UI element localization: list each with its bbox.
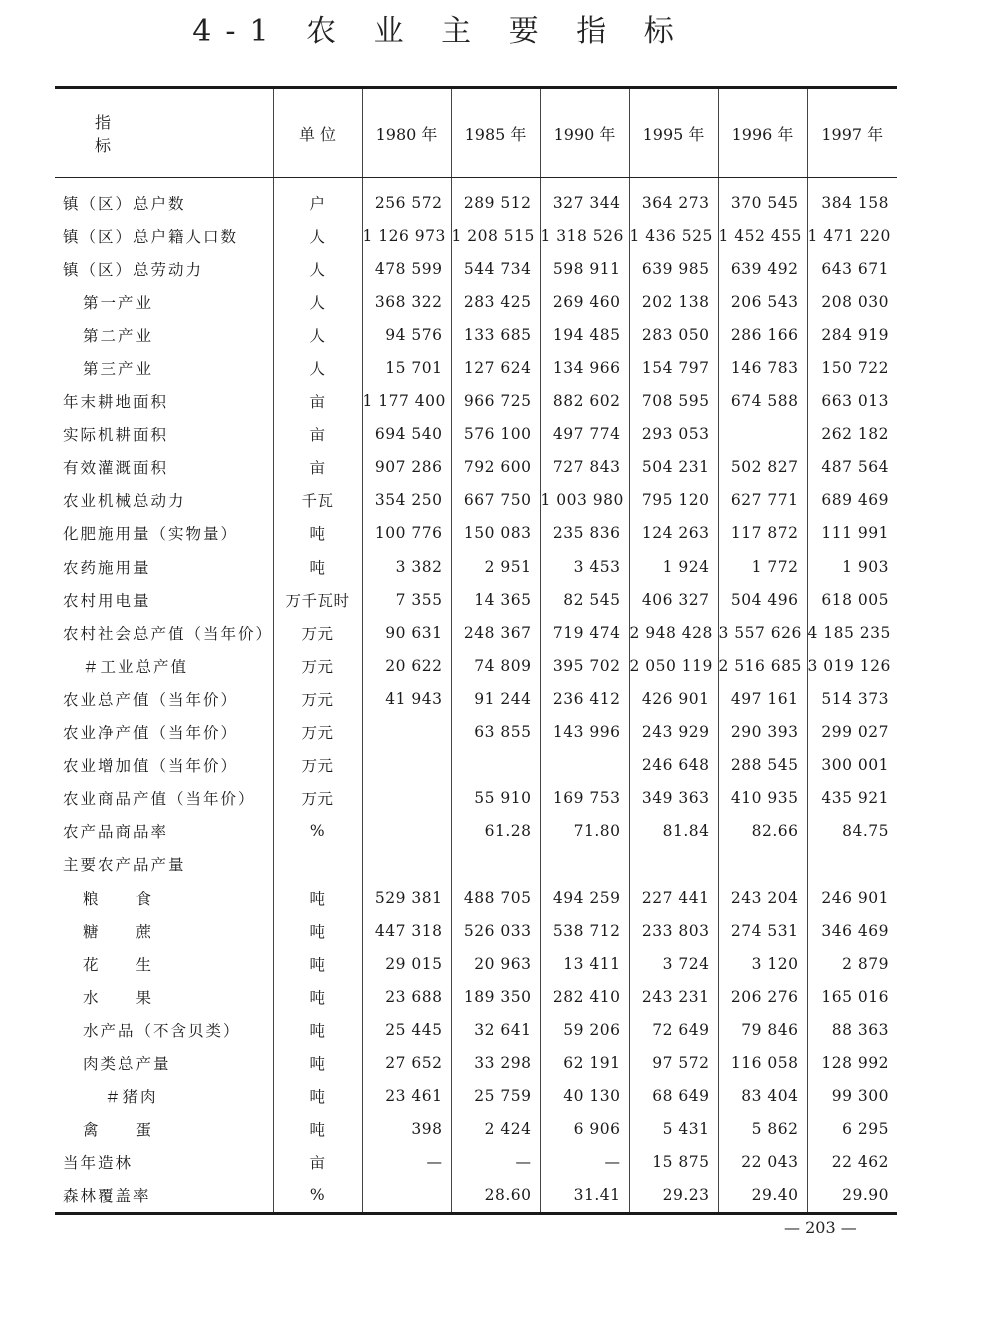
value-cell: 497 161	[718, 682, 807, 715]
value-cell: 90 631	[362, 616, 451, 649]
row-unit: 吨	[273, 517, 362, 550]
value-cell: 1 003 980	[540, 484, 629, 517]
value-cell: 33 298	[451, 1046, 540, 1079]
table-row	[55, 1113, 897, 1146]
value-cell: 426 901	[629, 682, 718, 715]
row-label: 农业总产值（当年价）	[63, 690, 239, 709]
table-title: 4-1 农 业 主 要 指 标	[192, 14, 688, 49]
row-unit: 万元	[273, 616, 362, 649]
value-cell: 83 404	[718, 1080, 807, 1113]
table-row	[55, 219, 897, 252]
value-cell: 6 295	[807, 1113, 897, 1146]
header-year: 1996 年	[718, 88, 807, 178]
row-unit: 万元	[273, 782, 362, 815]
value-cell: 236 412	[540, 682, 629, 715]
value-cell: 61.28	[451, 815, 540, 848]
row-unit: 吨	[273, 1046, 362, 1079]
value-cell: 20 963	[451, 947, 540, 980]
value-cell: 72 649	[629, 1013, 718, 1046]
row-unit: 人	[273, 252, 362, 285]
value-cell: 4 185 235	[807, 616, 897, 649]
header-year: 1997 年	[807, 88, 897, 178]
value-cell: 99 300	[807, 1080, 897, 1113]
value-cell: 639 985	[629, 252, 718, 285]
table-row	[55, 749, 897, 782]
value-cell: 227 441	[629, 881, 718, 914]
row-unit: 吨	[273, 550, 362, 583]
value-cell: 487 564	[807, 451, 897, 484]
table-row	[55, 1013, 897, 1046]
value-cell: 674 588	[718, 385, 807, 418]
value-cell: 663 013	[807, 385, 897, 418]
row-unit: 吨	[273, 881, 362, 914]
value-cell: 346 469	[807, 914, 897, 947]
value-cell: 364 273	[629, 178, 718, 220]
value-cell: 29.90	[807, 1179, 897, 1214]
value-cell: 128 992	[807, 1046, 897, 1079]
value-cell: 395 702	[540, 649, 629, 682]
value-cell: 907 286	[362, 451, 451, 484]
table-row	[55, 1179, 897, 1214]
value-cell: 283 425	[451, 285, 540, 318]
value-cell: 79 846	[718, 1013, 807, 1046]
value-cell: 719 474	[540, 616, 629, 649]
row-unit: 亩	[273, 451, 362, 484]
page-number: — 203 —	[784, 1218, 857, 1237]
value-cell: 20 622	[362, 649, 451, 682]
value-cell: 502 827	[718, 451, 807, 484]
value-cell	[629, 848, 718, 881]
value-cell: 354 250	[362, 484, 451, 517]
value-cell: 97 572	[629, 1046, 718, 1079]
value-cell	[718, 848, 807, 881]
value-cell: 23 461	[362, 1080, 451, 1113]
value-cell: 14 365	[451, 583, 540, 616]
value-cell: 15 701	[362, 351, 451, 384]
value-cell: —	[362, 1146, 451, 1179]
value-cell: 370 545	[718, 178, 807, 220]
row-label: 农业增加值（当年价）	[63, 757, 239, 776]
value-cell: 488 705	[451, 881, 540, 914]
row-unit: 吨	[273, 1013, 362, 1046]
value-cell: 143 996	[540, 716, 629, 749]
value-cell	[718, 418, 807, 451]
header-row	[55, 88, 897, 178]
value-cell: 504 231	[629, 451, 718, 484]
value-cell: 2 948 428	[629, 616, 718, 649]
value-cell: 111 991	[807, 517, 897, 550]
table-row	[55, 550, 897, 583]
value-cell: 497 774	[540, 418, 629, 451]
value-cell: 694 540	[362, 418, 451, 451]
header-indicator: 指 标	[55, 88, 273, 178]
value-cell: 1 177 400	[362, 385, 451, 418]
value-cell: 349 363	[629, 782, 718, 815]
value-cell	[362, 716, 451, 749]
table-row	[55, 1146, 897, 1179]
header-year: 1990 年	[540, 88, 629, 178]
row-unit: 吨	[273, 980, 362, 1013]
row-unit: %	[273, 815, 362, 848]
table-row	[55, 881, 897, 914]
row-label: 森林覆盖率	[63, 1187, 151, 1206]
row-unit: 吨	[273, 1080, 362, 1113]
row-unit: 人	[273, 351, 362, 384]
value-cell: 1 924	[629, 550, 718, 583]
value-cell: 882 602	[540, 385, 629, 418]
value-cell: 88 363	[807, 1013, 897, 1046]
value-cell: 3 382	[362, 550, 451, 583]
row-label: 肉类总产量	[83, 1054, 171, 1073]
value-cell: 23 688	[362, 980, 451, 1013]
value-cell: 618 005	[807, 583, 897, 616]
value-cell: 194 485	[540, 318, 629, 351]
row-label: 主要农产品产量	[63, 856, 186, 875]
value-cell: 3 453	[540, 550, 629, 583]
row-unit: 亩	[273, 1146, 362, 1179]
value-cell	[807, 848, 897, 881]
row-unit: 万元	[273, 749, 362, 782]
value-cell: 643 671	[807, 252, 897, 285]
value-cell: 300 001	[807, 749, 897, 782]
value-cell: 368 322	[362, 285, 451, 318]
value-cell: 117 872	[718, 517, 807, 550]
table-body	[55, 178, 897, 1214]
row-label: 农村用电量	[63, 591, 151, 610]
value-cell: 1 436 525	[629, 219, 718, 252]
value-cell: 63 855	[451, 716, 540, 749]
value-cell: 327 344	[540, 178, 629, 220]
row-unit: 吨	[273, 914, 362, 947]
row-unit: %	[273, 1179, 362, 1214]
row-label: 农产品商品率	[63, 823, 169, 842]
value-cell: 708 595	[629, 385, 718, 418]
value-cell: 1 452 455	[718, 219, 807, 252]
value-cell: 29 015	[362, 947, 451, 980]
value-cell: 25 445	[362, 1013, 451, 1046]
value-cell	[451, 848, 540, 881]
value-cell: 627 771	[718, 484, 807, 517]
value-cell: 81.84	[629, 815, 718, 848]
value-cell: 2 050 119	[629, 649, 718, 682]
row-label: 镇（区）总户数	[63, 194, 186, 213]
table-row	[55, 1046, 897, 1079]
value-cell: 59 206	[540, 1013, 629, 1046]
table-row	[55, 782, 897, 815]
header-unit: 单 位	[273, 88, 362, 178]
header-year: 1995 年	[629, 88, 718, 178]
value-cell: 15 875	[629, 1146, 718, 1179]
row-unit: 亩	[273, 385, 362, 418]
row-unit: 万千瓦时	[273, 583, 362, 616]
value-cell: 526 033	[451, 914, 540, 947]
table-row	[55, 583, 897, 616]
row-unit: 吨	[273, 947, 362, 980]
value-cell: 447 318	[362, 914, 451, 947]
value-cell: 2 424	[451, 1113, 540, 1146]
table-row	[55, 980, 897, 1013]
value-cell: 202 138	[629, 285, 718, 318]
value-cell: 398	[362, 1113, 451, 1146]
value-cell: 639 492	[718, 252, 807, 285]
value-cell: 792 600	[451, 451, 540, 484]
value-cell: 31.41	[540, 1179, 629, 1214]
row-unit: 人	[273, 285, 362, 318]
value-cell: 62 191	[540, 1046, 629, 1079]
value-cell: 235 836	[540, 517, 629, 550]
value-cell	[362, 749, 451, 782]
value-cell: 206 543	[718, 285, 807, 318]
value-cell: 124 263	[629, 517, 718, 550]
value-cell: 248 367	[451, 616, 540, 649]
value-cell: 22 462	[807, 1146, 897, 1179]
row-label: 当年造林	[63, 1154, 134, 1173]
value-cell: 435 921	[807, 782, 897, 815]
table-row	[55, 318, 897, 351]
row-unit: 户	[273, 178, 362, 220]
value-cell: 133 685	[451, 318, 540, 351]
value-cell	[451, 749, 540, 782]
value-cell: 1 471 220	[807, 219, 897, 252]
row-label: 花 生	[83, 955, 154, 974]
value-cell: 3 120	[718, 947, 807, 980]
value-cell: 727 843	[540, 451, 629, 484]
value-cell: 2 951	[451, 550, 540, 583]
table-row	[55, 484, 897, 517]
row-label: 镇（区）总户籍人口数	[63, 227, 239, 246]
value-cell: 74 809	[451, 649, 540, 682]
row-label: 实际机耕面积	[63, 426, 169, 445]
row-label: ＃工业总产值	[83, 657, 189, 676]
value-cell: 1 208 515	[451, 219, 540, 252]
row-label: 农村社会总产值（当年价）	[63, 624, 274, 643]
value-cell: 55 910	[451, 782, 540, 815]
value-cell: 189 350	[451, 980, 540, 1013]
table-row	[55, 385, 897, 418]
value-cell: 286 166	[718, 318, 807, 351]
table-row	[55, 914, 897, 947]
value-cell: 28.60	[451, 1179, 540, 1214]
agriculture-indicators-table	[55, 86, 897, 1215]
row-label: 农业商品产值（当年价）	[63, 790, 256, 809]
value-cell: 32 641	[451, 1013, 540, 1046]
row-label: 第三产业	[83, 360, 154, 379]
table-row	[55, 418, 897, 451]
table-row	[55, 178, 897, 220]
value-cell: 82 545	[540, 583, 629, 616]
row-label: 第二产业	[83, 326, 154, 345]
value-cell: 146 783	[718, 351, 807, 384]
table-row	[55, 649, 897, 682]
value-cell: 269 460	[540, 285, 629, 318]
value-cell: 25 759	[451, 1080, 540, 1113]
value-cell: 406 327	[629, 583, 718, 616]
value-cell: 233 803	[629, 914, 718, 947]
value-cell: 91 244	[451, 682, 540, 715]
value-cell: 71.80	[540, 815, 629, 848]
table-row	[55, 616, 897, 649]
value-cell: 299 027	[807, 716, 897, 749]
row-label: 农业净产值（当年价）	[63, 724, 239, 743]
value-cell: 150 722	[807, 351, 897, 384]
value-cell: 576 100	[451, 418, 540, 451]
value-cell: 100 776	[362, 517, 451, 550]
row-unit: 万元	[273, 716, 362, 749]
value-cell: —	[540, 1146, 629, 1179]
header-year: 1980 年	[362, 88, 451, 178]
value-cell: 274 531	[718, 914, 807, 947]
value-cell: 127 624	[451, 351, 540, 384]
table-row	[55, 517, 897, 550]
value-cell	[362, 782, 451, 815]
value-cell: 290 393	[718, 716, 807, 749]
value-cell: 246 648	[629, 749, 718, 782]
value-cell: 165 016	[807, 980, 897, 1013]
row-label: 化肥施用量（实物量）	[63, 525, 239, 544]
table-row	[55, 252, 897, 285]
row-unit: 人	[273, 318, 362, 351]
table-row	[55, 815, 897, 848]
value-cell: 1 903	[807, 550, 897, 583]
value-cell: 3 724	[629, 947, 718, 980]
value-cell: 169 753	[540, 782, 629, 815]
row-label: 镇（区）总劳动力	[63, 260, 204, 279]
row-label: 粮 食	[83, 889, 154, 908]
value-cell: 134 966	[540, 351, 629, 384]
value-cell: 29.23	[629, 1179, 718, 1214]
value-cell	[540, 749, 629, 782]
table-row	[55, 1080, 897, 1113]
value-cell	[362, 848, 451, 881]
value-cell: 689 469	[807, 484, 897, 517]
row-label: 禽 蛋	[83, 1121, 154, 1140]
table-row	[55, 682, 897, 715]
table-row	[55, 848, 897, 881]
value-cell: 1 772	[718, 550, 807, 583]
value-cell: 29.40	[718, 1179, 807, 1214]
value-cell	[540, 848, 629, 881]
value-cell: 243 204	[718, 881, 807, 914]
value-cell: 6 906	[540, 1113, 629, 1146]
value-cell: 7 355	[362, 583, 451, 616]
value-cell: 13 411	[540, 947, 629, 980]
row-label: 水产品（不含贝类）	[83, 1021, 241, 1040]
value-cell: 795 120	[629, 484, 718, 517]
value-cell	[362, 1179, 451, 1214]
value-cell: 3 557 626	[718, 616, 807, 649]
value-cell: 154 797	[629, 351, 718, 384]
row-label: ＃猪肉	[105, 1088, 158, 1107]
value-cell: 544 734	[451, 252, 540, 285]
value-cell: 1 318 526	[540, 219, 629, 252]
value-cell: 284 919	[807, 318, 897, 351]
value-cell: 5 431	[629, 1113, 718, 1146]
value-cell: 1 126 973	[362, 219, 451, 252]
value-cell: 243 231	[629, 980, 718, 1013]
value-cell: 478 599	[362, 252, 451, 285]
header-year: 1985 年	[451, 88, 540, 178]
row-label: 第一产业	[83, 293, 154, 312]
indicator-table-wrapper	[55, 86, 897, 1215]
value-cell: 246 901	[807, 881, 897, 914]
value-cell: 22 043	[718, 1146, 807, 1179]
table-row	[55, 716, 897, 749]
value-cell: 494 259	[540, 881, 629, 914]
value-cell: 206 276	[718, 980, 807, 1013]
row-label: 糖 蔗	[83, 922, 154, 941]
row-label: 有效灌溉面积	[63, 459, 169, 478]
value-cell: 282 410	[540, 980, 629, 1013]
row-unit: 人	[273, 219, 362, 252]
value-cell: 256 572	[362, 178, 451, 220]
value-cell: 410 935	[718, 782, 807, 815]
row-label: 年末耕地面积	[63, 393, 169, 412]
value-cell: 504 496	[718, 583, 807, 616]
row-unit: 吨	[273, 1113, 362, 1146]
row-unit: 亩	[273, 418, 362, 451]
row-unit	[273, 848, 362, 881]
value-cell: 529 381	[362, 881, 451, 914]
value-cell: 262 182	[807, 418, 897, 451]
value-cell: 116 058	[718, 1046, 807, 1079]
value-cell: 289 512	[451, 178, 540, 220]
value-cell: 243 929	[629, 716, 718, 749]
value-cell	[362, 815, 451, 848]
value-cell: 2 516 685	[718, 649, 807, 682]
value-cell: 68 649	[629, 1080, 718, 1113]
row-unit: 万元	[273, 682, 362, 715]
value-cell: 5 862	[718, 1113, 807, 1146]
value-cell: 288 545	[718, 749, 807, 782]
row-label: 农业机械总动力	[63, 492, 186, 511]
value-cell: 41 943	[362, 682, 451, 715]
value-cell: 514 373	[807, 682, 897, 715]
value-cell: 84.75	[807, 815, 897, 848]
value-cell: 208 030	[807, 285, 897, 318]
value-cell: 2 879	[807, 947, 897, 980]
value-cell: 384 158	[807, 178, 897, 220]
value-cell: 82.66	[718, 815, 807, 848]
value-cell: 94 576	[362, 318, 451, 351]
value-cell: 283 050	[629, 318, 718, 351]
value-cell: 598 911	[540, 252, 629, 285]
value-cell: 538 712	[540, 914, 629, 947]
table-row	[55, 351, 897, 384]
value-cell: 150 083	[451, 517, 540, 550]
value-cell: 27 652	[362, 1046, 451, 1079]
value-cell: —	[451, 1146, 540, 1179]
table-row	[55, 947, 897, 980]
value-cell: 293 053	[629, 418, 718, 451]
table-row	[55, 285, 897, 318]
value-cell: 40 130	[540, 1080, 629, 1113]
value-cell: 966 725	[451, 385, 540, 418]
value-cell: 3 019 126	[807, 649, 897, 682]
row-unit: 千瓦	[273, 484, 362, 517]
row-unit: 万元	[273, 649, 362, 682]
table-row	[55, 451, 897, 484]
row-label: 水 果	[83, 988, 154, 1007]
row-label: 农药施用量	[63, 558, 151, 577]
value-cell: 667 750	[451, 484, 540, 517]
